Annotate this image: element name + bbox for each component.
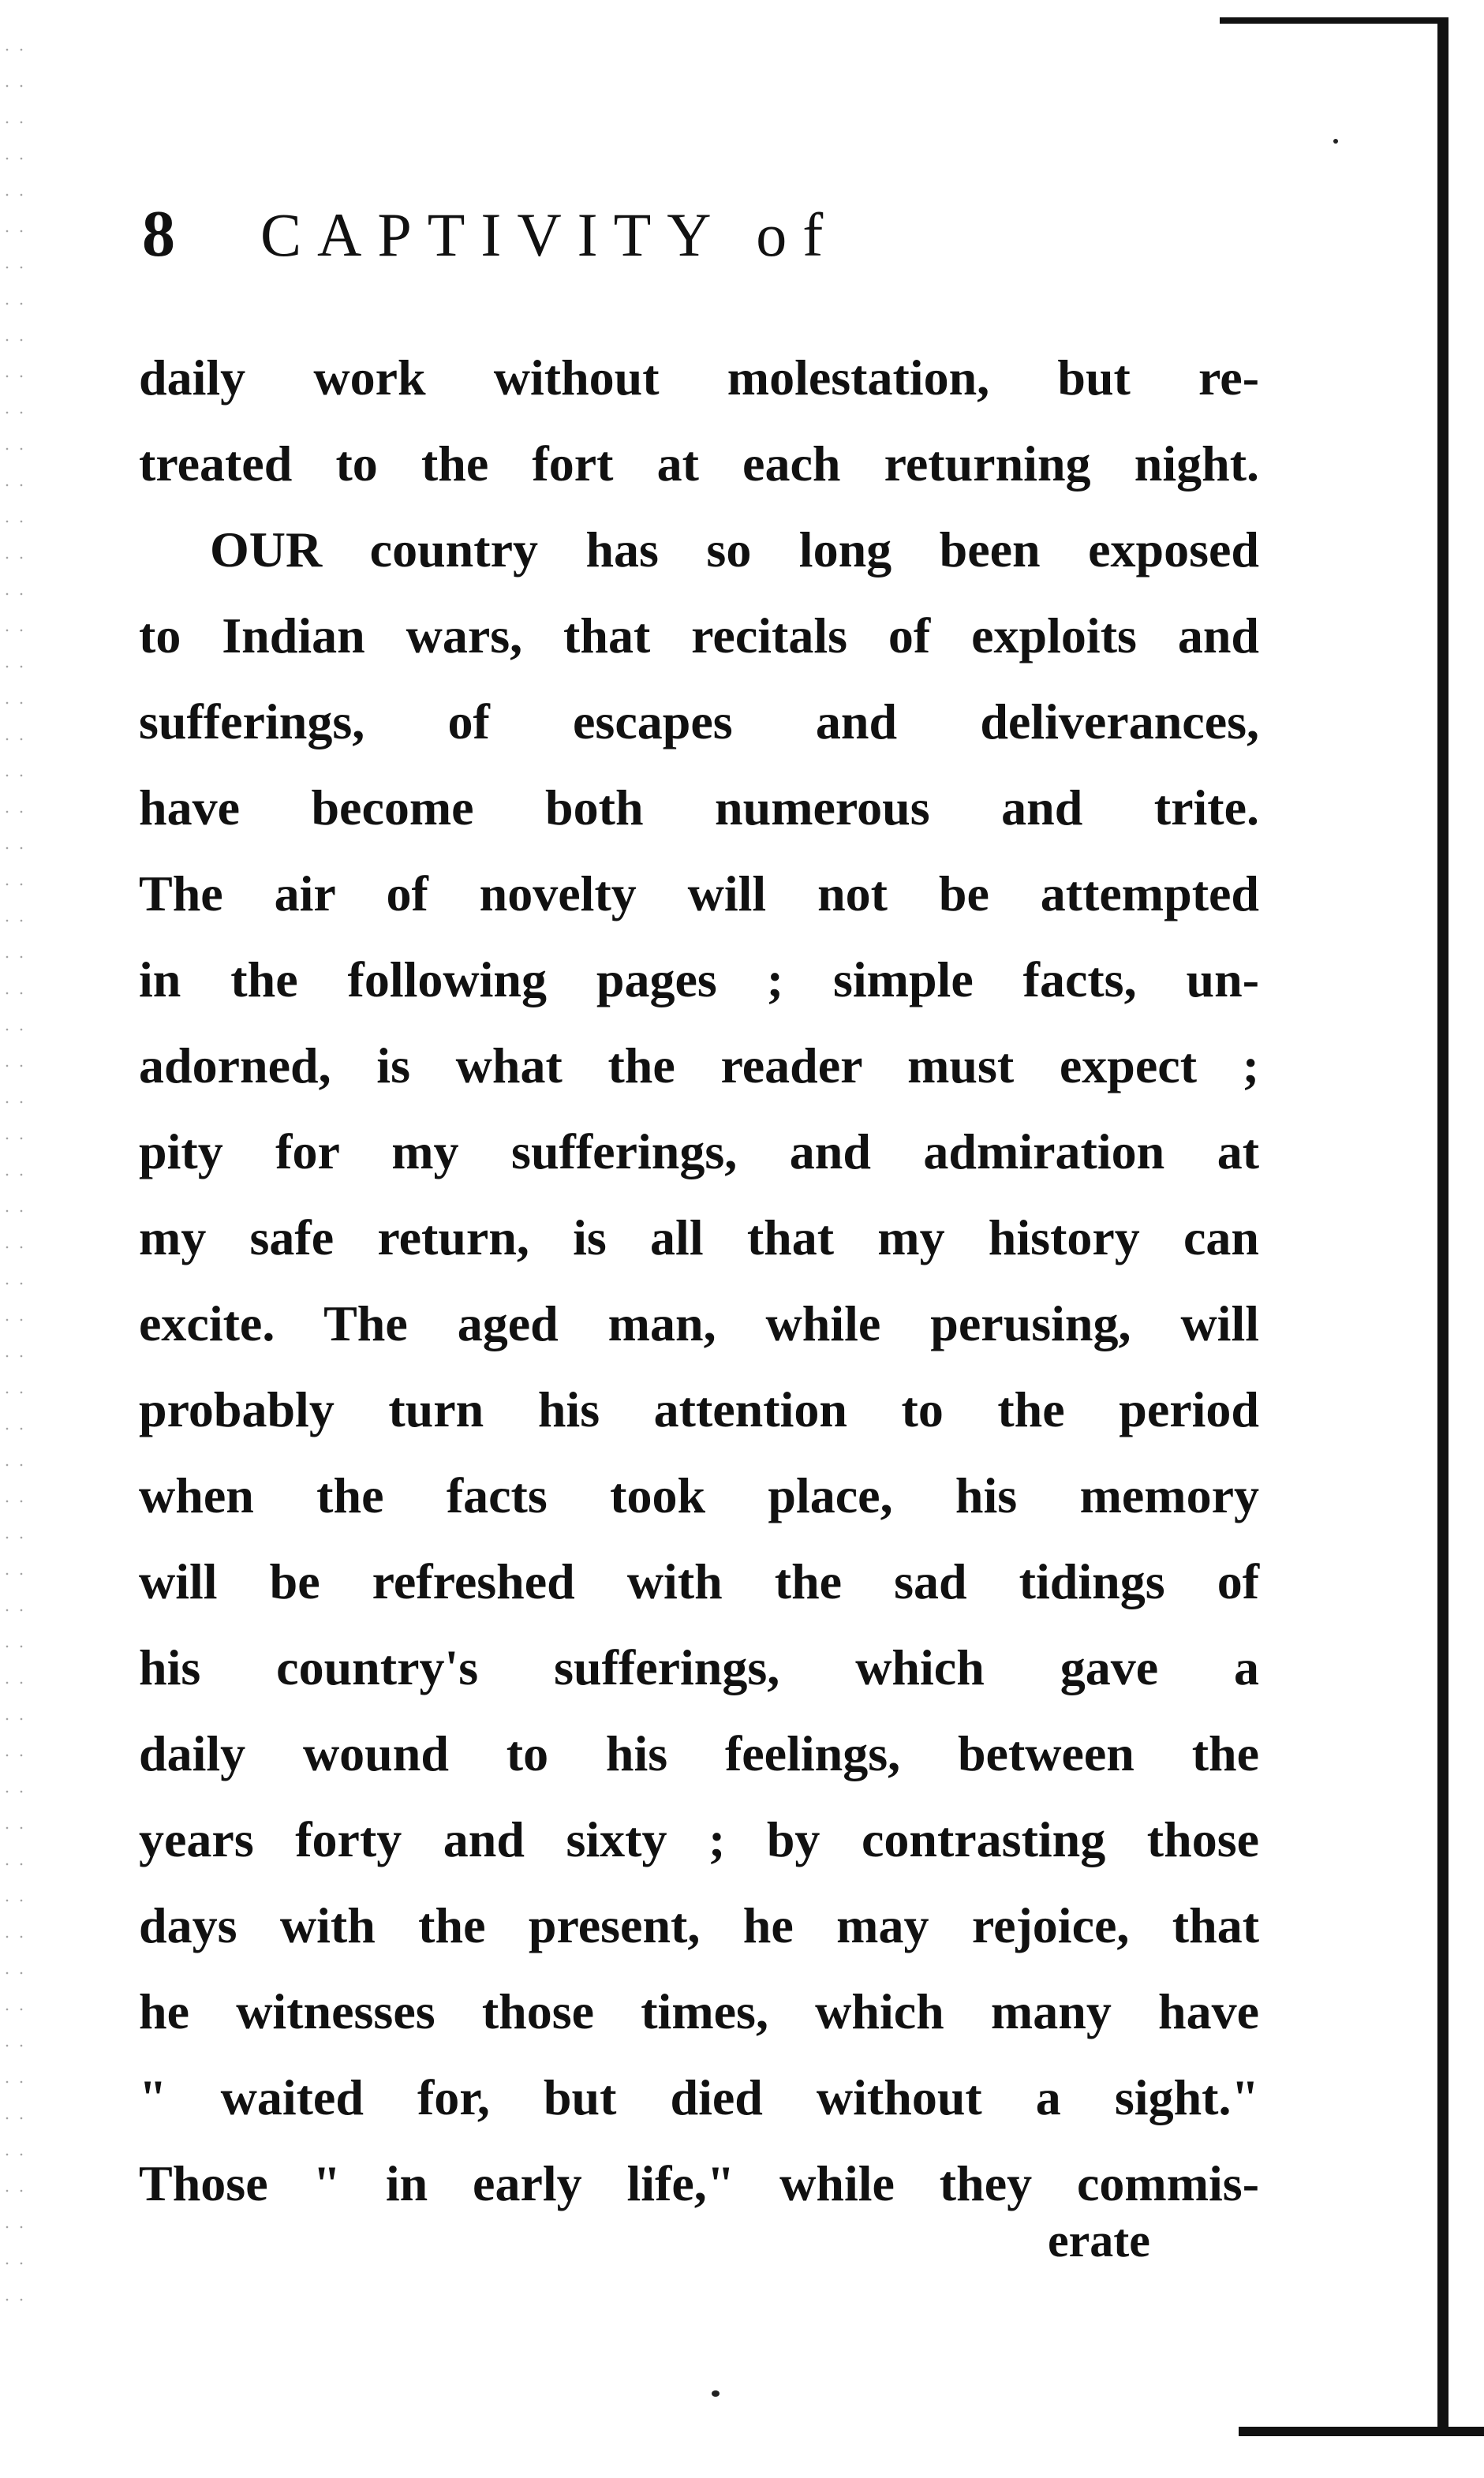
ink-speck: [712, 2390, 720, 2397]
text-line: Those " in early life," while they commis-: [139, 2155, 1259, 2211]
binding-rule-bottom: [1239, 2427, 1484, 2436]
text-line: pity for my sufferings, and admiration at: [139, 1123, 1259, 1179]
ink-speck: [1333, 139, 1338, 144]
text-line: he witnesses those times, which many have: [139, 1983, 1259, 2039]
text-line: to Indian wars, that recitals of exploits and: [139, 607, 1259, 663]
text-line: probably turn his attention to the period: [139, 1381, 1259, 1437]
text-line: years forty and sixty ; by contrasting those: [139, 1811, 1259, 1867]
page-number: 8: [142, 197, 175, 271]
text-line: in the following pages ; simple facts, un-: [139, 951, 1259, 1007]
text-line: sufferings, of escapes and deliverances,: [139, 693, 1259, 749]
catchword: erate: [1048, 2215, 1150, 2267]
text-line: his country's sufferings, which gave a: [139, 1639, 1259, 1695]
gutter-specks: [0, 32, 32, 2319]
text-line: daily wound to his feelings, between the: [139, 1725, 1259, 1781]
text-line: my safe return, is all that my history can: [139, 1209, 1259, 1265]
running-title: CAPTIVITY of: [260, 200, 839, 269]
text-line: when the facts took place, his memory: [139, 1467, 1259, 1523]
text-line: will be refreshed with the sad tidings of: [139, 1553, 1259, 1609]
body-text: [139, 335, 1259, 2226]
page-header: [142, 196, 1065, 282]
text-line: excite. The aged man, while perusing, will: [139, 1295, 1259, 1351]
text-line: The air of novelty will not be attempted: [139, 865, 1259, 921]
text-line: daily work without molestation, but re-: [139, 349, 1259, 406]
text-line: " waited for, but died without a sight.": [139, 2069, 1259, 2125]
text-line: days with the present, he may rejoice, that: [139, 1897, 1259, 1953]
text-line: treated to the fort at each returning night.: [139, 435, 1259, 491]
binding-rule-top: [1220, 17, 1448, 24]
text-line: have become both numerous and trite.: [139, 779, 1259, 835]
text-line: adorned, is what the reader must expect ;: [139, 1037, 1259, 1093]
text-line-paragraph-start: OUR country has so long been exposed: [210, 521, 1259, 577]
binding-rule-vertical: [1437, 22, 1448, 2431]
